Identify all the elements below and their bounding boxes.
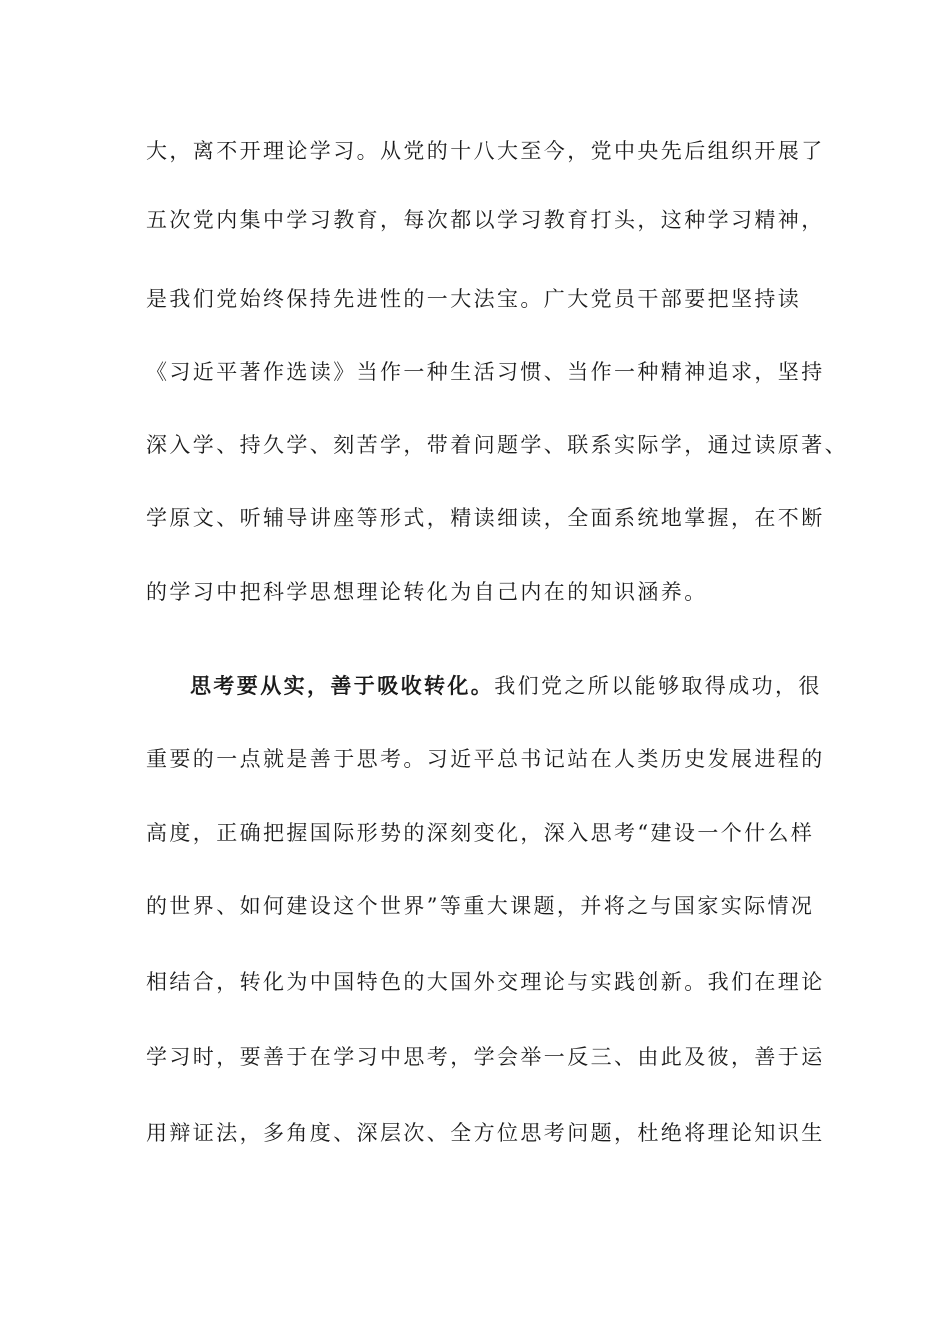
paragraph-1-line-3: 是我们党始终保持先进性的一大法宝。广大党员干部要把坚持读 [146, 287, 802, 311]
paragraph-2-line-3: 高度，正确把握国际形势的深刻变化，深入思考“建设一个什么样 [146, 821, 815, 845]
paragraph-2-line-4: 的世界、如何建设这个世界”等重大课题，并将之与国家实际情况 [146, 894, 815, 918]
paragraph-1-line-7: 的学习中把科学思想理论转化为自己内在的知识涵养。 [146, 580, 708, 604]
paragraph-2-line-6: 学习时，要善于在学习中思考，学会举一反三、由此及彼，善于运 [146, 1045, 825, 1069]
paragraph-1-line-4: 《习近平著作选读》当作一种生活习惯、当作一种精神追求，坚持 [146, 360, 825, 384]
paragraph-1-line-2: 五次党内集中学习教育，每次都以学习教育打头，这种学习精神， [146, 208, 825, 232]
paragraph-1-line-1: 大，离不开理论学习。从党的十八大至今，党中央先后组织开展了 [146, 139, 825, 163]
paragraph-2-line-7: 用辩证法，多角度、深层次、全方位思考问题，杜绝将理论知识生 [146, 1121, 825, 1145]
paragraph-2-heading: 思考要从实，善于吸收转化。 [190, 673, 495, 698]
paragraph-2-line-2: 重要的一点就是善于思考。习近平总书记站在人类历史发展进程的 [146, 747, 825, 771]
paragraph-2-line-1 [190, 672, 890, 700]
paragraph-1-line-5: 深入学、持久学、刻苦学，带着问题学、联系实际学，通过读原著、 [146, 433, 848, 457]
paragraph-2-line-1-rest: 我们党之所以能够取得成功，很 [494, 674, 822, 698]
paragraph-2-line-5: 相结合，转化为中国特色的大国外交理论与实践创新。我们在理论 [146, 970, 825, 994]
paragraph-1-line-6: 学原文、听辅导讲座等形式，精读细读，全面系统地掌握，在不断 [146, 506, 825, 530]
